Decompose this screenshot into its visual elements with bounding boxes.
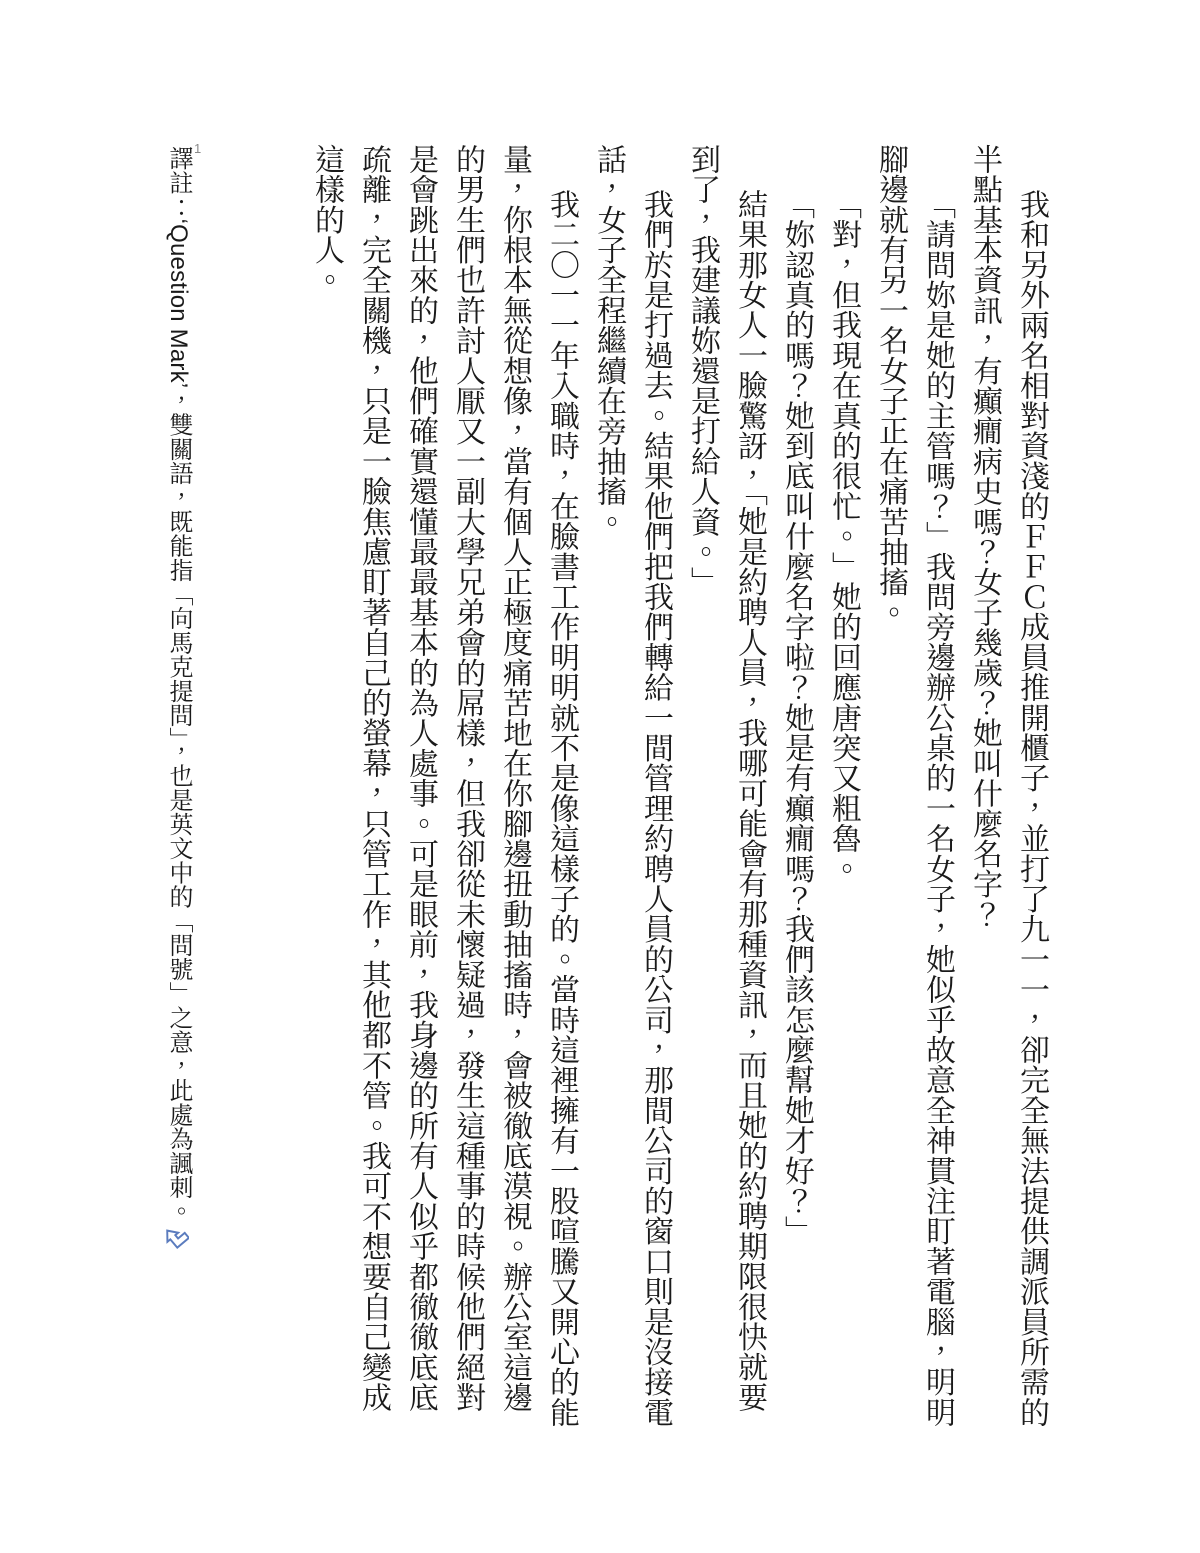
paragraph-6: 我們於是打過去。結果他們把我們轉給一間管理約聘人員的公司，那間公司的窗口則是沒接電話，女子全程繼續在旁抽搐。 [592, 144, 672, 1428]
footnote [158, 146, 198, 1296]
footnote-return-icon[interactable] [163, 1223, 189, 1249]
paragraph-1: 我和另外兩名相對資淺的ＦＦＣ成員推開櫃子，並打了九一一，卻完全無法提供調派員所需的半點基本資訊，有癲癇病史嗎？女子幾歲？她叫什麼名字？ [968, 144, 1048, 1428]
footnote-text: 譯註：‘Question Mark’，雙關語，既能指「向馬克提問」，也是英文中的「問號」之意，此處為諷刺。 [165, 146, 192, 1224]
paragraph-3: 「對，但我現在真的很忙。」她的回應唐突又粗魯。 [827, 189, 860, 884]
paragraph-2: 「請問妳是她的主管嗎？」我問旁邊辦公桌的一名女子，她似乎故意全神貫注盯著電腦，明明腳邊就有另一名女子正在痛苦抽搐。 [874, 144, 954, 1428]
footnote-marker: 1 [194, 141, 202, 156]
paragraph-7: 我二〇一一年入職時，在臉書工作明明就不是像這樣子的。當時這裡擁有一股喧騰又開心的能量，你根本無從想像，當有個人正極度痛苦地在你腳邊扭動抽搐時，會被徹底漠視。辦公室這邊的男生們也許討人厭又一副大學兄弟會的屌樣，但我卻從未懷疑過，發生這種事的時候他們絕對是會跳出來的，他們確實還懂最最基本的為人處事。可是眼前，我身邊的所有人似乎都徹徹底底疏離，完全關機，只是一臉焦慮盯著自己的螢幕，只管工作，其他都不管。我可不想要自己變成這樣的人。 [310, 144, 578, 1428]
paragraph-4: 「妳認真的嗎？她到底叫什麼名字啦？她是有癲癇嗎？我們該怎麼幫她才好？」 [780, 189, 813, 1246]
main-text [303, 144, 1055, 1436]
paragraph-5: 結果那女人一臉驚訝，「她是約聘人員，我哪可能會有那種資訊，而且她的約聘期限很快就要到了，我建議妳還是打給人資。」 [686, 144, 766, 1413]
